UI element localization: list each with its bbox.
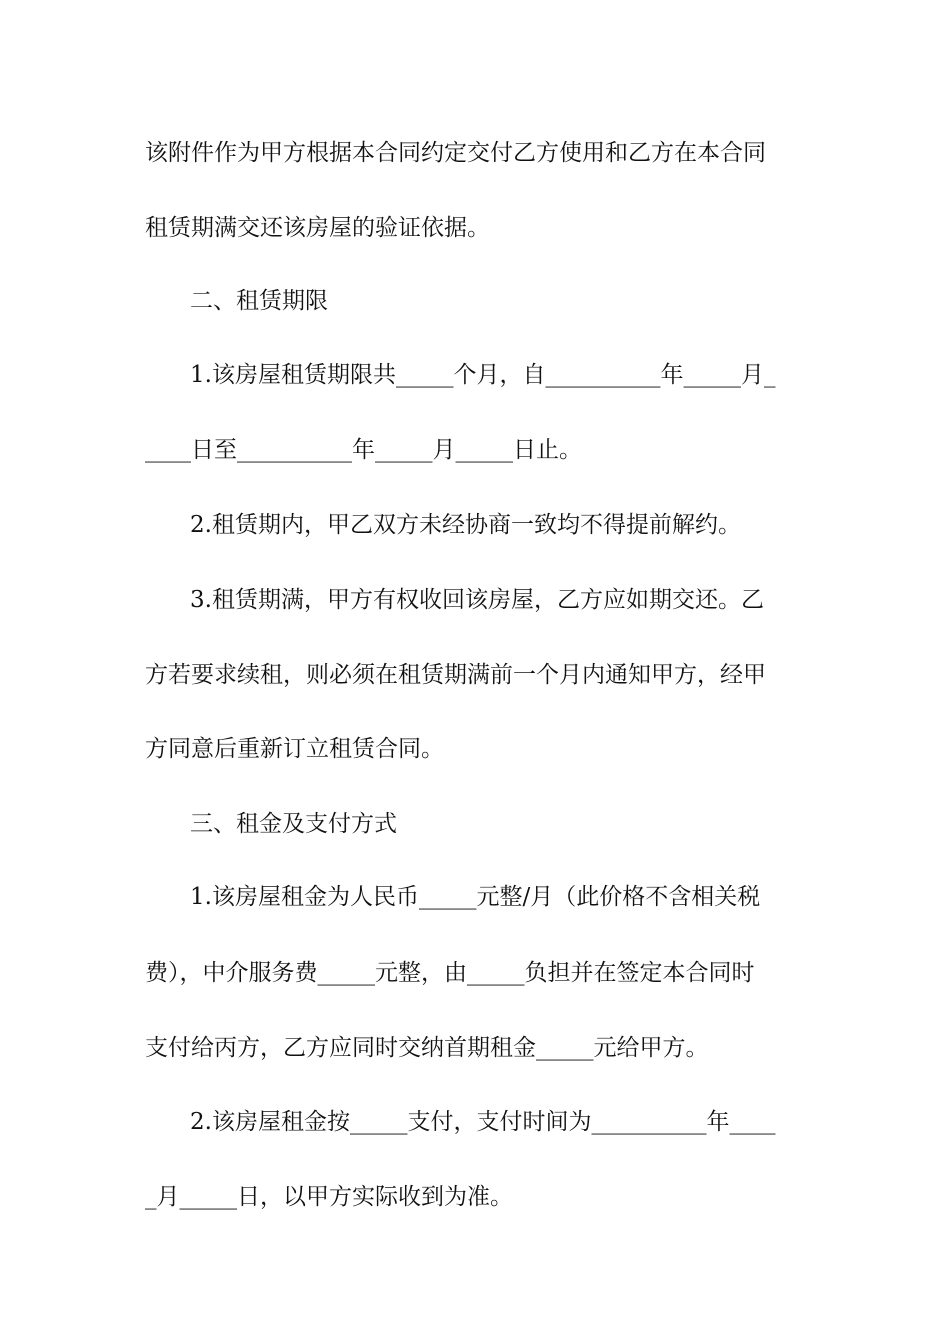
section-heading: 二、租赁期限 xyxy=(190,288,328,314)
paragraph-line: 3.租赁期满，甲方有权收回该房屋，乙方应如期交还。乙 xyxy=(190,587,764,613)
paragraph-line: 支付给丙方，乙方应同时交纳首期租金_____元给甲方。 xyxy=(145,1035,709,1061)
paragraph-line: 方若要求续租，则必须在租赁期满前一个月内通知甲方，经甲 xyxy=(145,662,766,688)
paragraph-line: _月_____日，以甲方实际收到为准。 xyxy=(145,1184,513,1210)
paragraph-line: 1.该房屋租金为人民币_____元整/月（此价格不含相关税 xyxy=(190,884,761,910)
paragraph-line: 租赁期满交还该房屋的验证依据。 xyxy=(145,215,490,241)
paragraph-line: ____日至__________年_____月_____日止。 xyxy=(145,437,582,463)
paragraph-line: 1.该房屋租赁期限共_____个月，自__________年_____月_ xyxy=(190,362,776,388)
section-heading: 三、租金及支付方式 xyxy=(190,811,397,837)
paragraph-line: 2.该房屋租金按_____支付，支付时间为__________年____ xyxy=(190,1109,776,1135)
paragraph-line: 方同意后重新订立租赁合同。 xyxy=(145,736,444,762)
paragraph-line: 2.租赁期内，甲乙双方未经协商一致均不得提前解约。 xyxy=(190,512,741,538)
paragraph-line: 该附件作为甲方根据本合同约定交付乙方使用和乙方在本合同 xyxy=(145,140,766,166)
paragraph-line: 费），中介服务费_____元整，由_____负担并在签定本合同时 xyxy=(145,960,755,986)
